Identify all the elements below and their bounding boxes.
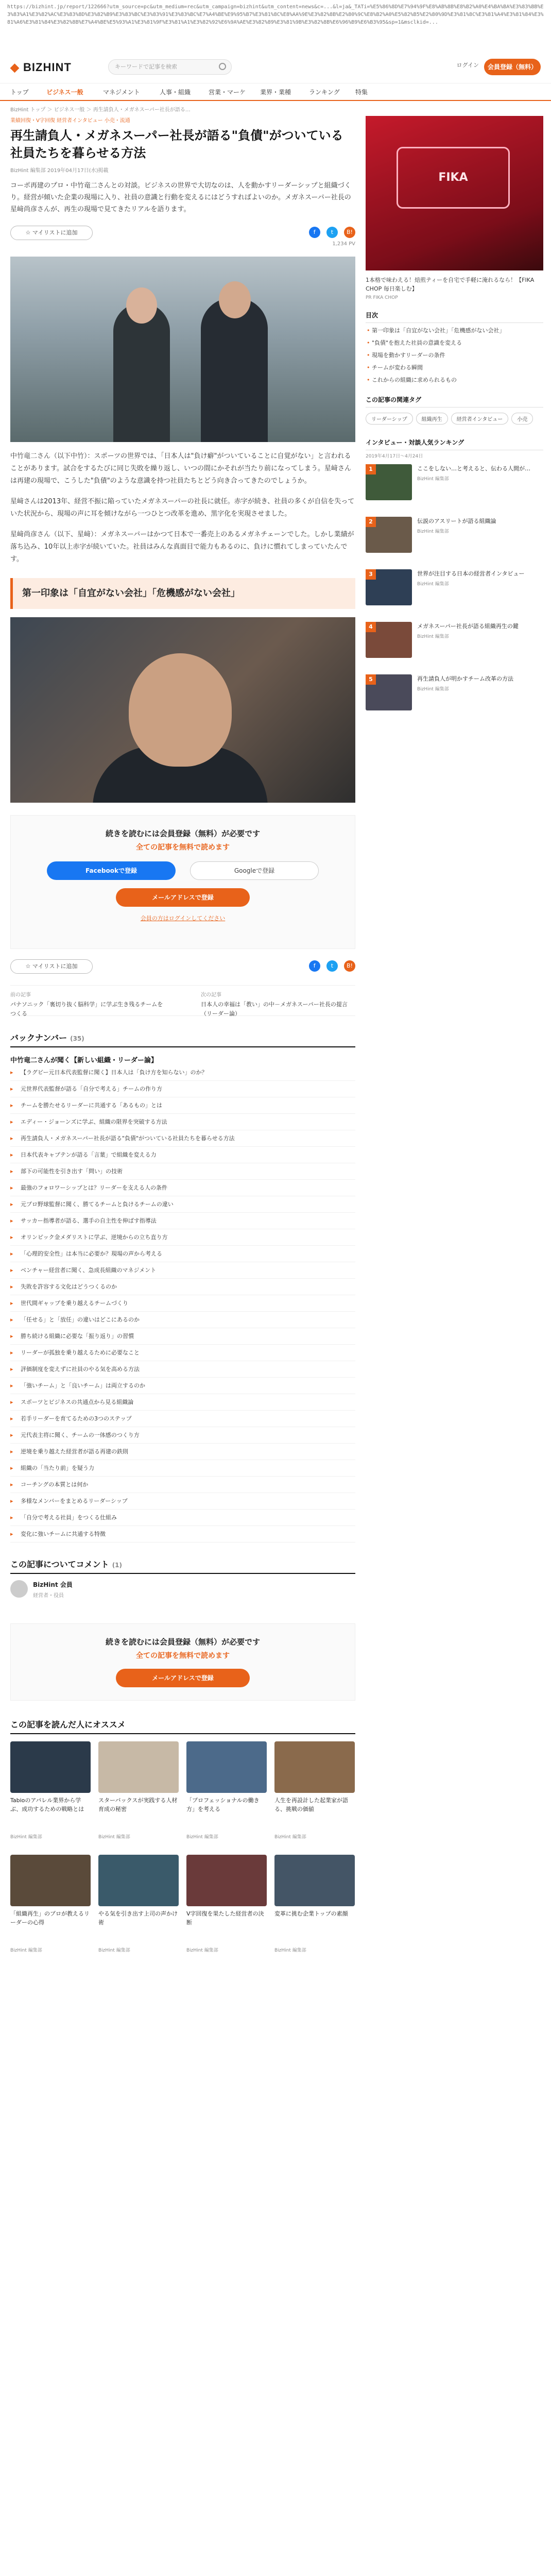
search-icon[interactable] (219, 63, 226, 70)
mylist-label: マイリストに追加 (32, 963, 78, 970)
site-header (0, 52, 551, 83)
backnumber-item-bullet: ▸ (10, 1267, 13, 1274)
nav-item-hr[interactable]: 人事・組織 (160, 89, 191, 96)
pv-count: 1,234 PV (332, 241, 355, 247)
recommend-source: BizHint 編集部 (186, 1948, 218, 1953)
toc-item[interactable]: • これからの組織に求められるもの (366, 376, 543, 385)
backnumber-item-bullet: ▸ (10, 1201, 13, 1208)
tag-chip[interactable]: 小売 (511, 413, 533, 425)
ranking-source: BizHint 編集部 (417, 634, 449, 639)
ranking-period: 2019年4月17日～4月24日 (366, 454, 423, 459)
backnumber-item[interactable] (10, 1411, 355, 1427)
comment-register-prompt (10, 1623, 355, 1701)
backnumber-item-bullet: ▸ (10, 1151, 13, 1158)
backnumber-item-title: 「自分で考える社員」をつくる仕組み (21, 1514, 117, 1521)
article-title: 再生請負人・メガネスーパー社長が語る"負債"がついている社員たちを暮らせる方法 (10, 128, 343, 160)
recommend-title: 「プロフェッショナルの働き方」を考える (186, 1797, 260, 1812)
recommend-card[interactable] (186, 1855, 267, 1960)
register-prompt-sub: 全ての記事を無料で読めます (136, 1652, 230, 1660)
recommend-grid (10, 1741, 355, 1963)
backnumber-item[interactable] (10, 1081, 355, 1097)
backnumber-item-bullet: ▸ (10, 1415, 13, 1422)
toc-item[interactable]: • 第一印象は「自宜がない会社」「危機感がない会社」 (366, 326, 543, 335)
person-head (126, 287, 157, 324)
backnumber-item[interactable] (10, 1477, 355, 1493)
backnumber-item-bullet: ▸ (10, 1514, 13, 1521)
avatar (10, 1580, 28, 1598)
next-label: 次の記事 (201, 992, 221, 998)
recommend-source: BizHint 編集部 (98, 1835, 130, 1840)
recommend-source: BizHint 編集部 (98, 1948, 130, 1953)
ad-neon-sign: FIKA (397, 147, 510, 209)
backnumber-heading-text: バックナンバー (10, 1033, 67, 1043)
recommend-source: BizHint 編集部 (274, 1835, 306, 1840)
toc-item[interactable]: • チームが変わる瞬間 (366, 363, 543, 372)
mail-register-button[interactable]: メールアドレスで登録 (116, 1669, 250, 1687)
nav-item-business[interactable]: ビジネス一般 (46, 89, 83, 96)
ad-caption[interactable]: 1本格で味わえる！焙煎ティーを自宅で手軽に淹れるなら！【FIKA CHOP 毎日楽しむ】 (366, 277, 535, 292)
ranking-title: ここをしない…と考えると、伝わる人間が… (417, 465, 530, 472)
comments-count: (1) (112, 1562, 123, 1569)
backnumber-item-title: ベンチャー経営者に聞く、急成長組織のマネジメント (21, 1267, 157, 1274)
recommend-source: BizHint 編集部 (10, 1835, 42, 1840)
nav-item-ranking[interactable]: ランキング (309, 89, 340, 96)
backnumber-item-title: 最強のフォロワーシップとは？リーダーを支える人の条件 (21, 1184, 168, 1191)
comment-user: BizHint 会員 (33, 1581, 73, 1588)
facebook-register-button[interactable]: Facebookで登録 (47, 861, 176, 880)
recommend-thumbnail (10, 1741, 91, 1793)
mylist-button[interactable]: ☆ マイリストに追加 (10, 226, 93, 240)
ranking-number: 1 (366, 464, 376, 474)
article-paragraph: 中竹竜二さん（以下中竹）：スポーツの世界では、「日本人は"負け癖"がついていることに自覚がない」と言われることがあります。試合をするたびに同じ失敗を繰り返し、いつの間にかそれが当たり前になってしまう。星﨑さんは再建の現場で、こうした"負債"のような意識を持つ社員たちとどう向き合ってきたのでしょうか。 (10, 452, 351, 485)
backnumber-item[interactable] (10, 1394, 355, 1411)
backnumber-item-title: 勝ち続ける組織に必要な「振り返り」の習慣 (21, 1333, 134, 1340)
backnumber-item-title: スポーツとビジネスの共通点から見る組織論 (21, 1399, 134, 1405)
backnumber-item-title: 多様なメンバーをまとめるリーダーシップ (21, 1498, 128, 1504)
backnumber-item[interactable] (10, 1163, 355, 1180)
logo-mark-icon: ◆ (10, 61, 20, 74)
backnumber-item[interactable] (10, 1312, 355, 1328)
backnumber-item[interactable] (10, 1493, 355, 1510)
article-main (10, 116, 355, 1963)
article-paragraph: 星﨑さんは2013年、経営不振に陥っていたメガネスーパーの社長に就任。赤字が続き、社員の多くが自信を失っていた状況から、現場の声に耳を傾けながら一つひとつ改革を進め、黒字化を実現させました。 (10, 498, 355, 518)
ranking-list (366, 464, 543, 722)
person-head (219, 281, 251, 318)
article-photo-portrait (10, 617, 355, 803)
backnumber-item[interactable] (10, 1147, 355, 1163)
share-row-bottom (10, 957, 355, 980)
backnumber-item-title: 再生請負人・メガネスーパー社長が語る"負債"がついている社員たちを暮らせる方法 (21, 1135, 235, 1142)
backnumber-item-bullet: ▸ (10, 1217, 13, 1224)
recommend-card[interactable] (274, 1741, 355, 1847)
backnumber-item[interactable] (10, 1427, 355, 1444)
backnumber-item[interactable] (10, 1213, 355, 1229)
ranking-title: 世界が注目する日本の経営者インタビュー (417, 570, 525, 577)
login-link[interactable]: ログイン (456, 62, 479, 69)
mail-register-button[interactable]: メールアドレスで登録 (116, 888, 250, 907)
backnumber-item[interactable] (10, 1345, 355, 1361)
backnumber-item-bullet: ▸ (10, 1399, 13, 1405)
ranking-title: 伝説のアスリートが語る組織論 (417, 518, 496, 524)
backnumber-item-bullet: ▸ (10, 1250, 13, 1257)
toc-item[interactable]: • "負債"を抱えた社員の意識を変える (366, 338, 543, 348)
backnumber-item-bullet: ▸ (10, 1333, 13, 1340)
backnumber-item-bullet: ▸ (10, 1349, 13, 1356)
ranking-title: メガネスーパー社長が語る組織再生の鍵 (417, 623, 519, 630)
backnumber-item-title: 「任せる」と「放任」の違いはどこにあるのか (21, 1316, 140, 1323)
register-login-link[interactable]: 会員の方はログインしてください (140, 915, 226, 922)
recommend-thumbnail (98, 1741, 179, 1793)
url-bar[interactable]: https://bizhint.jp/report/122666?utm_source=pc&utm_medium=rec&utm_campaign=bizhint&utm_content=news&c=...&l=ja&_TATi=%E5%86%8D%E7%94%9F%E8%AB%8B%E8%B2%A0%E4%BA%BA%E3%83%BB%E3%83%A1%E3%82%AC%E3%83%8D%E3%82%B9%E3%83%BC%E3%83%91%E3%83%BC%E7%A4%BE%E9%95%B7%E3%81%8C%E8%AA%9E%E3%82%8B%E2%80%9C%E8%B2%A0%E5%82%B5%E2%80%9D%E3%81%8C%E3%81%A4%E3%81%84%E3%81%A6%E3%81%84%E3%82%8B%E7%A4%BE%E5%93%A1%E3%81%9F%E3%81%A1%E3%82%92%E6%9A%AE%E3%82%89%E3%81%9B%E3%82%8B%E6%96%B9%E6%B3%95&sp=1&msclkid=... (0, 0, 551, 52)
backnumber-item[interactable] (10, 1064, 355, 1081)
backnumber-item-bullet: ▸ (10, 1465, 13, 1471)
recommend-thumbnail (274, 1855, 355, 1906)
backnumber-item-title: コーチングの本質とは何か (21, 1481, 89, 1488)
register-buttons (26, 861, 339, 880)
register-prompt-sub: 全ての記事を無料で読めます (136, 843, 230, 852)
backnumber-item-title: 世代間ギャップを乗り越えるチームづくり (21, 1300, 128, 1307)
tag-chips (366, 413, 543, 428)
backnumber-item-bullet: ▸ (10, 1234, 13, 1241)
backnumber-item[interactable] (10, 1526, 355, 1543)
section-heading: 第一印象は「自宜がない会社」「危機感がない会社」 (10, 578, 355, 609)
breadcrumb[interactable]: BizHint トップ ＞ ビジネス一般 ＞ 再生請負人・メガネスーパー社長が語る… (10, 107, 191, 113)
ranking-source: BizHint 編集部 (417, 687, 449, 692)
comment-item (10, 1580, 355, 1611)
backnumber-item-title: 「心理的安全性」は本当に必要か？現場の声から考える (21, 1250, 162, 1257)
prev-label: 前の記事 (10, 992, 31, 998)
next-title: 日本人の幸福は「教い」の中－メガネスーパー社長の提言（リーダー論） (201, 1001, 348, 1017)
tag-chip[interactable]: リーダーシップ (366, 413, 413, 425)
register-prompt-title: 続きを読むには会員登録（無料）が必要です (105, 1637, 260, 1647)
nav-item-feature[interactable]: 特集 (355, 89, 368, 96)
site-logo[interactable] (10, 61, 72, 74)
prev-article-link[interactable] (10, 991, 165, 1019)
backnumber-item-title: 逆境を乗り越えた経営者が語る再建の鉄則 (21, 1448, 128, 1455)
backnumber-item-title: 日本代表キャプテンが語る「言葉」で組織を変える力 (21, 1151, 157, 1158)
person-figure (201, 298, 268, 442)
recommend-title: 変革に挑む企業トップの素顔 (274, 1910, 348, 1917)
recommend-source: BizHint 編集部 (274, 1948, 306, 1953)
recommend-title: Tabioのアパレル業界から学ぶ、成功するための戦略とは (10, 1797, 84, 1812)
backnumber-item-bullet: ▸ (10, 1316, 13, 1323)
article-meta: BizHint 編集部 2019年04月17日(水)掲載 (10, 168, 109, 174)
backnumber-item-title: サッカー指導者が語る、選手の自主性を伸ばす指導法 (21, 1217, 157, 1224)
nav-item-management[interactable]: マネジメント (103, 89, 140, 96)
recommend-card[interactable] (10, 1741, 91, 1847)
twitter-icon[interactable]: t (326, 227, 338, 238)
next-article-link[interactable] (201, 991, 355, 1019)
nav-item-sales[interactable]: 営業・マーケ (209, 89, 246, 96)
person-figure (113, 303, 170, 442)
recommend-title: V字回復を果たした経営者の決断 (186, 1910, 264, 1926)
ranking-source: BizHint 編集部 (417, 582, 449, 587)
backnumber-item-title: 変化に強いチームに共通する特徴 (21, 1531, 106, 1537)
toc-item[interactable]: • 現場を動かすリーダーの条件 (366, 351, 543, 360)
ranking-heading: インタビュー・対談人気ランキング (366, 438, 543, 450)
recommend-thumbnail (186, 1741, 267, 1793)
backnumber-item[interactable] (10, 1114, 355, 1130)
twitter-icon[interactable]: t (326, 960, 338, 972)
search-placeholder: キーワードで記事を検索 (115, 63, 177, 70)
ranking-item[interactable] (366, 622, 543, 669)
backnumber-item-title: 【ラグビー元日本代表監督に聞く】日本人は「負け方を知らない」のか？ (21, 1069, 208, 1076)
backnumber-list (10, 1064, 355, 1543)
ranking-number: 3 (366, 569, 376, 580)
comment-role: 経営者・役員 (33, 1593, 64, 1599)
prev-next-nav (10, 985, 355, 1016)
toc-list (366, 326, 543, 385)
backnumber-item-bullet: ▸ (10, 1300, 13, 1307)
backnumber-item-bullet: ▸ (10, 1135, 13, 1142)
sidebar-ad-image[interactable] (366, 116, 543, 270)
ranking-number: 4 (366, 622, 376, 632)
facebook-icon[interactable]: f (309, 960, 320, 972)
backnumber-item[interactable] (10, 1097, 355, 1114)
backnumber-item[interactable] (10, 1510, 355, 1526)
recommend-title: スターバックスが実践する人材育成の秘密 (98, 1797, 178, 1812)
backnumber-item-bullet: ▸ (10, 1184, 13, 1191)
backnumber-item-bullet: ▸ (10, 1118, 13, 1125)
backnumber-item-bullet: ▸ (10, 1531, 13, 1537)
recommend-card[interactable] (186, 1741, 267, 1847)
mylist-label: マイリストに追加 (32, 229, 78, 236)
recommend-card[interactable] (98, 1741, 179, 1847)
backnumber-item[interactable] (10, 1295, 355, 1312)
comments-heading (10, 1558, 355, 1574)
tags-heading: この記事の関連タグ (366, 395, 543, 408)
backnumber-item-title: 評価制度を変えずに社員のやる気を高める方法 (21, 1366, 140, 1372)
backnumber-item[interactable] (10, 1262, 355, 1279)
backnumber-item-title: 失敗を許容する文化はどうつくるのか (21, 1283, 117, 1290)
backnumber-item[interactable] (10, 1279, 355, 1295)
backnumber-item[interactable] (10, 1180, 355, 1196)
backnumber-item-title: 元世界代表監督が語る「自分で考える」チームの作り方 (21, 1086, 162, 1092)
bookmark-icon[interactable]: B! (344, 960, 355, 972)
recommend-card[interactable] (10, 1855, 91, 1960)
backnumber-count: (35) (70, 1035, 84, 1042)
ranking-item[interactable] (366, 464, 543, 512)
backnumber-item-bullet: ▸ (10, 1432, 13, 1438)
prev-title: パナソニック「裏切り抜く脳科学」に学ぶ生き残るチームをつくる (10, 1001, 163, 1017)
recommend-source: BizHint 編集部 (186, 1835, 218, 1840)
backnumber-item-bullet: ▸ (10, 1069, 13, 1076)
search-input[interactable] (108, 59, 232, 75)
tag-chip[interactable]: 組織再生 (416, 413, 448, 425)
share-icons (305, 960, 355, 972)
recommend-thumbnail (274, 1741, 355, 1793)
recommend-card[interactable] (274, 1855, 355, 1960)
backnumber-item[interactable] (10, 1246, 355, 1262)
backnumber-item[interactable] (10, 1460, 355, 1477)
sidebar (366, 116, 543, 722)
backnumber-item-title: エディー・ジョーンズに学ぶ、組織の限界を突破する方法 (21, 1118, 167, 1125)
backnumber-item-bullet: ▸ (10, 1498, 13, 1504)
bookmark-icon[interactable]: B! (344, 227, 355, 238)
recommend-heading: この記事を読んだ人にオススメ (10, 1718, 355, 1734)
ranking-number: 5 (366, 674, 376, 685)
backnumber-item-title: 元プロ野球監督に聞く、勝てるチームと負けるチームの違い (21, 1201, 174, 1208)
ranking-number: 2 (366, 517, 376, 527)
toc-heading: 目次 (366, 311, 543, 323)
ad-sponsor: PR FIKA CHOP (366, 295, 398, 300)
nav-item-top[interactable]: トップ (10, 89, 29, 96)
recommend-title: 人生を再設計した起業家が語る、挑戦の価値 (274, 1797, 348, 1812)
nav-item-industry[interactable]: 業界・業種 (260, 89, 291, 96)
backnumber-series-title[interactable]: 中竹竜二さんが聞く【新しい組織・リーダー論】 (10, 1057, 158, 1064)
recommend-card[interactable] (98, 1855, 179, 1960)
recommend-thumbnail (98, 1855, 179, 1906)
backnumber-item[interactable] (10, 1444, 355, 1460)
backnumber-item-bullet: ▸ (10, 1283, 13, 1290)
share-row (10, 224, 355, 247)
register-prompt-title: 続きを読むには会員登録（無料）が必要です (105, 829, 260, 838)
recommend-title: 「組織再生」のプロが教えるリーダーの心得 (10, 1910, 90, 1926)
recommend-source: BizHint 編集部 (10, 1948, 42, 1953)
main-nav (0, 83, 551, 101)
facebook-icon[interactable]: f (309, 227, 320, 238)
person-head (129, 653, 232, 767)
recommend-thumbnail (186, 1855, 267, 1906)
backnumber-item[interactable] (10, 1196, 355, 1213)
tag-chip[interactable]: 経営者インタビュー (451, 413, 509, 425)
backnumber-item[interactable] (10, 1361, 355, 1378)
register-button[interactable]: 会員登録（無料） (484, 59, 541, 75)
backnumber-item-title: 若手リーダーを育てるための3つのステップ (21, 1415, 132, 1422)
google-register-button[interactable]: Googleで登録 (190, 861, 319, 880)
backnumber-item-title: オリンピック金メダリストに学ぶ、逆境からの立ち直り方 (21, 1234, 168, 1241)
ranking-title: 再生請負人が明かすチーム改革の方法 (417, 675, 513, 682)
mylist-button[interactable]: ☆ マイリストに追加 (10, 959, 93, 974)
backnumber-item[interactable] (10, 1130, 355, 1147)
article-photo-two-men (10, 257, 355, 442)
backnumber-item-title: 組織の「当たり前」を疑う力 (21, 1465, 94, 1471)
recommend-title: やる気を引き出す上司の声かけ術 (98, 1910, 178, 1926)
ranking-source: BizHint 編集部 (417, 529, 449, 534)
backnumber-item-bullet: ▸ (10, 1168, 13, 1175)
backnumber-item-title: リーダーが孤独を乗り越えるために必要なこと (21, 1349, 140, 1356)
backnumber-item-title: 元代表主将に聞く、チームの一体感のつくり方 (21, 1432, 140, 1438)
backnumber-item[interactable] (10, 1328, 355, 1345)
ranking-source: BizHint 編集部 (417, 477, 449, 482)
backnumber-heading (10, 1031, 355, 1047)
backnumber-item[interactable] (10, 1378, 355, 1394)
backnumber-item-title: チームを勝たせるリーダーに共通する「あるもの」とは (21, 1102, 162, 1109)
article-tags[interactable]: 業績回復・V字回復 経営者インタビュー 小売・流通 (10, 118, 130, 124)
ranking-item[interactable] (366, 674, 543, 722)
ranking-item[interactable] (366, 517, 543, 564)
backnumber-item-bullet: ▸ (10, 1086, 13, 1092)
backnumber-item-title: 「強いチーム」と「良いチーム」は両立するのか (21, 1382, 145, 1389)
comments-heading-text: この記事についてコメント (10, 1560, 109, 1569)
register-prompt (10, 815, 355, 949)
backnumber-item-bullet: ▸ (10, 1382, 13, 1389)
ranking-item[interactable] (366, 569, 543, 617)
backnumber-item-title: 部下の可能性を引き出す「問い」の技術 (21, 1168, 123, 1175)
backnumber-item-bullet: ▸ (10, 1481, 13, 1488)
backnumber-item-bullet: ▸ (10, 1366, 13, 1372)
backnumber-item-bullet: ▸ (10, 1102, 13, 1109)
backnumber-item-bullet: ▸ (10, 1448, 13, 1455)
logo-text: BIZHINT (23, 61, 72, 74)
article-paragraph: 星﨑尚彦さん（以下、星﨑）：メガネスーパーはかつて日本で一番売上のあるメガネチェーンでした。しかし業績が落ち込み、10年以上赤字が続いていた。社員はみんな真面目で能力もあるのに、負けに慣れてしまっていたんです。 (10, 531, 354, 563)
recommend-thumbnail (10, 1855, 91, 1906)
backnumber-item[interactable] (10, 1229, 355, 1246)
article-lead: コーポ再建のプロ・中竹竜二さんとの対談。ビジネスの世界で大切なのは、人を動かすリーダーシップと組織づくり。経営が傾いた企業の現場に入り、社員の意識と行動を変えるにはどうすればよいのか。メガネスーパー社長の星﨑尚彦さんが、再生の現場で見てきたリアルを語ります。 (10, 182, 351, 213)
share-icons (305, 227, 355, 238)
